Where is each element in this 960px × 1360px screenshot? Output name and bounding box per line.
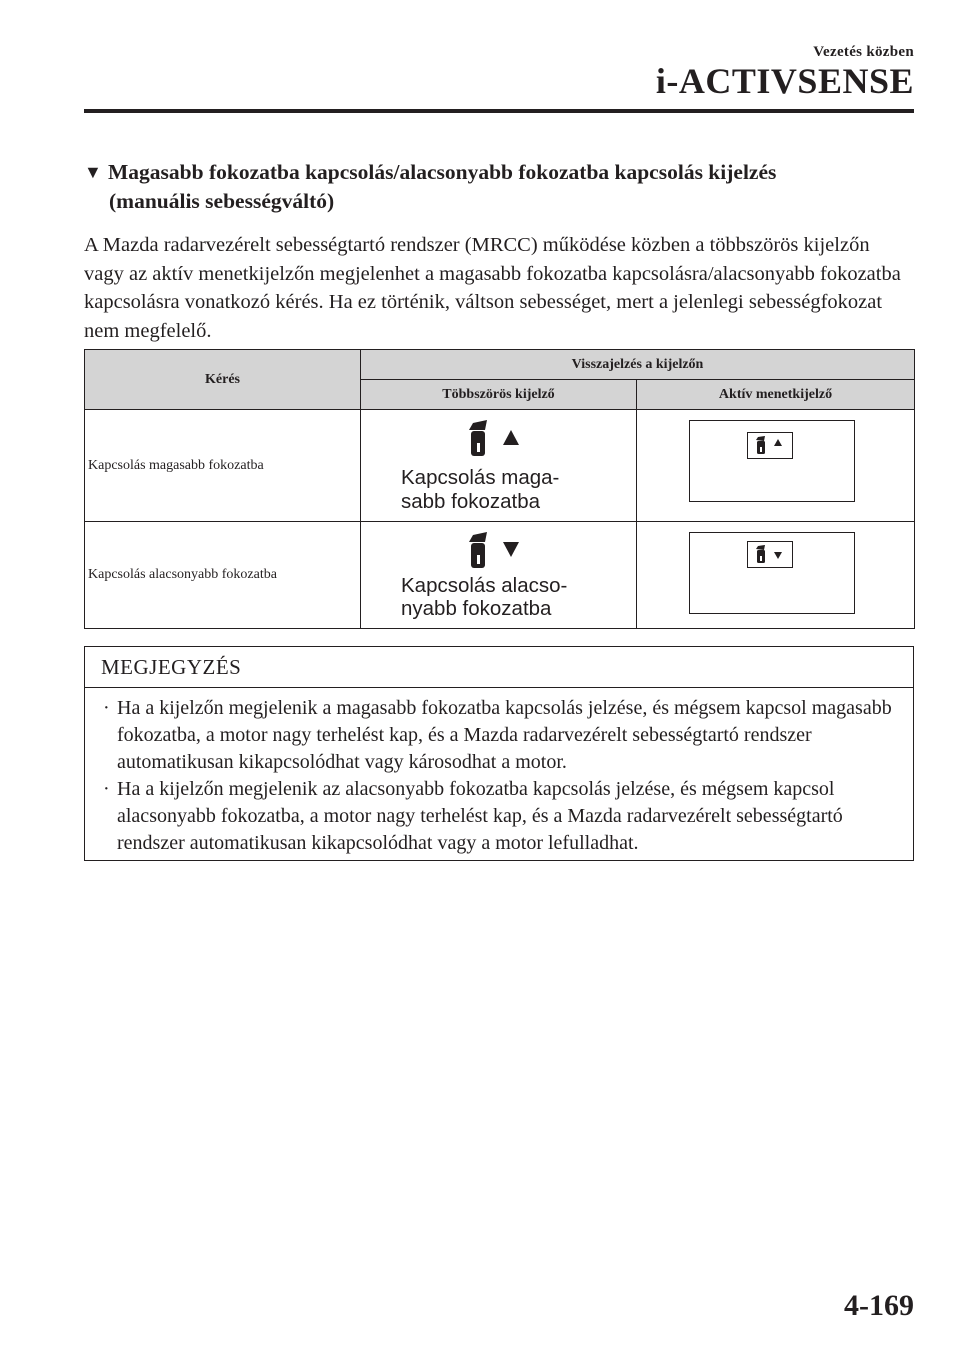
- gear-shift-up-mini-icon: [747, 432, 793, 459]
- header-multi-display: Többszörös kijelző: [361, 380, 637, 410]
- note-item-text: Ha a kijelzőn megjelenik a magasabb fokozatba kapcsolás jelzése, és mégsem kapcsol magasabb fokozatba, a motor nagy terhelést kap, és a Mazda radarvezérelt sebességtartó rendszer automatikusan kikapcsolódhat vagy károsodhat a motor.: [117, 697, 892, 773]
- gear-shift-down-mini-icon: [747, 541, 793, 568]
- note-list: [99, 695, 899, 857]
- header-feedback: Visszajelzés a kijelzőn: [361, 350, 915, 380]
- multi-display-cell: [361, 410, 637, 522]
- active-display-frame: [689, 420, 855, 502]
- request-label: Kapcsolás alacsonyabb fokozatba: [85, 522, 361, 629]
- multi-display-text-line2: nyabb fokozatba: [401, 597, 552, 620]
- header-active-display: Aktív menetkijelző: [637, 380, 915, 410]
- header-rule: [84, 109, 914, 113]
- active-display-cell: [637, 410, 915, 522]
- header-request: Kérés: [85, 350, 361, 410]
- list-item: [99, 695, 899, 776]
- section-heading: [84, 158, 914, 216]
- running-header-section: Vezetés közben: [813, 44, 914, 60]
- section-heading-line1: Magasabb fokozatba kapcsolás/alacsonyabb fokozatba kapcsolás kijelzés: [108, 160, 777, 184]
- multi-display-text-line2: sabb fokozatba: [401, 490, 541, 513]
- active-display-cell: [637, 522, 915, 629]
- gear-shift-up-icon: [465, 418, 525, 471]
- multi-display-cell: [361, 522, 637, 629]
- list-item: [99, 776, 899, 857]
- multi-display-text-line1: Kapcsolás alacso-: [401, 574, 568, 597]
- running-header-title: i-ACTIVSENSE: [655, 61, 914, 101]
- active-display-frame: [689, 532, 855, 614]
- table-row: [85, 410, 915, 522]
- table-row: [85, 522, 915, 629]
- intro-paragraph: A Mazda radarvezérelt sebességtartó rendszer (MRCC) működése közben a többszörös kijelzőn vagy az aktív menetkijelzőn megjelenhet a magasabb fokozatba kapcsolásra/alacsonyabb fokozatba kapcsolásra vonatkozó kérés. Ha ez történik, váltson sebességet, mert a jelenlegi sebességfokozat nem megfelelő.: [84, 234, 901, 342]
- bullet-icon: ·: [103, 697, 110, 719]
- note-divider: [85, 687, 913, 688]
- bullet-icon: ·: [103, 778, 110, 800]
- note-item-text: Ha a kijelzőn megjelenik az alacsonyabb fokozatba kapcsolás jelzése, és mégsem kapcsol alacsonyabb fokozatba, a motor nagy terhelést kap, és a Mazda radarvezérelt sebességtartó rendszer automatikusan kikapcsolódhat vagy a motor lefulladhat.: [117, 778, 843, 854]
- note-box: [84, 646, 914, 861]
- request-label: Kapcsolás magasabb fokozatba: [85, 410, 361, 522]
- section-heading-line2: (manuális sebességváltó): [109, 189, 335, 213]
- note-title: MEGJEGYZÉS: [101, 655, 242, 679]
- shift-request-table: [84, 349, 915, 629]
- triangle-marker-icon: ▼: [84, 162, 102, 182]
- page-number: 4-169: [844, 1289, 914, 1322]
- multi-display-text-line1: Kapcsolás maga-: [401, 466, 560, 489]
- table-header-row: [85, 350, 915, 380]
